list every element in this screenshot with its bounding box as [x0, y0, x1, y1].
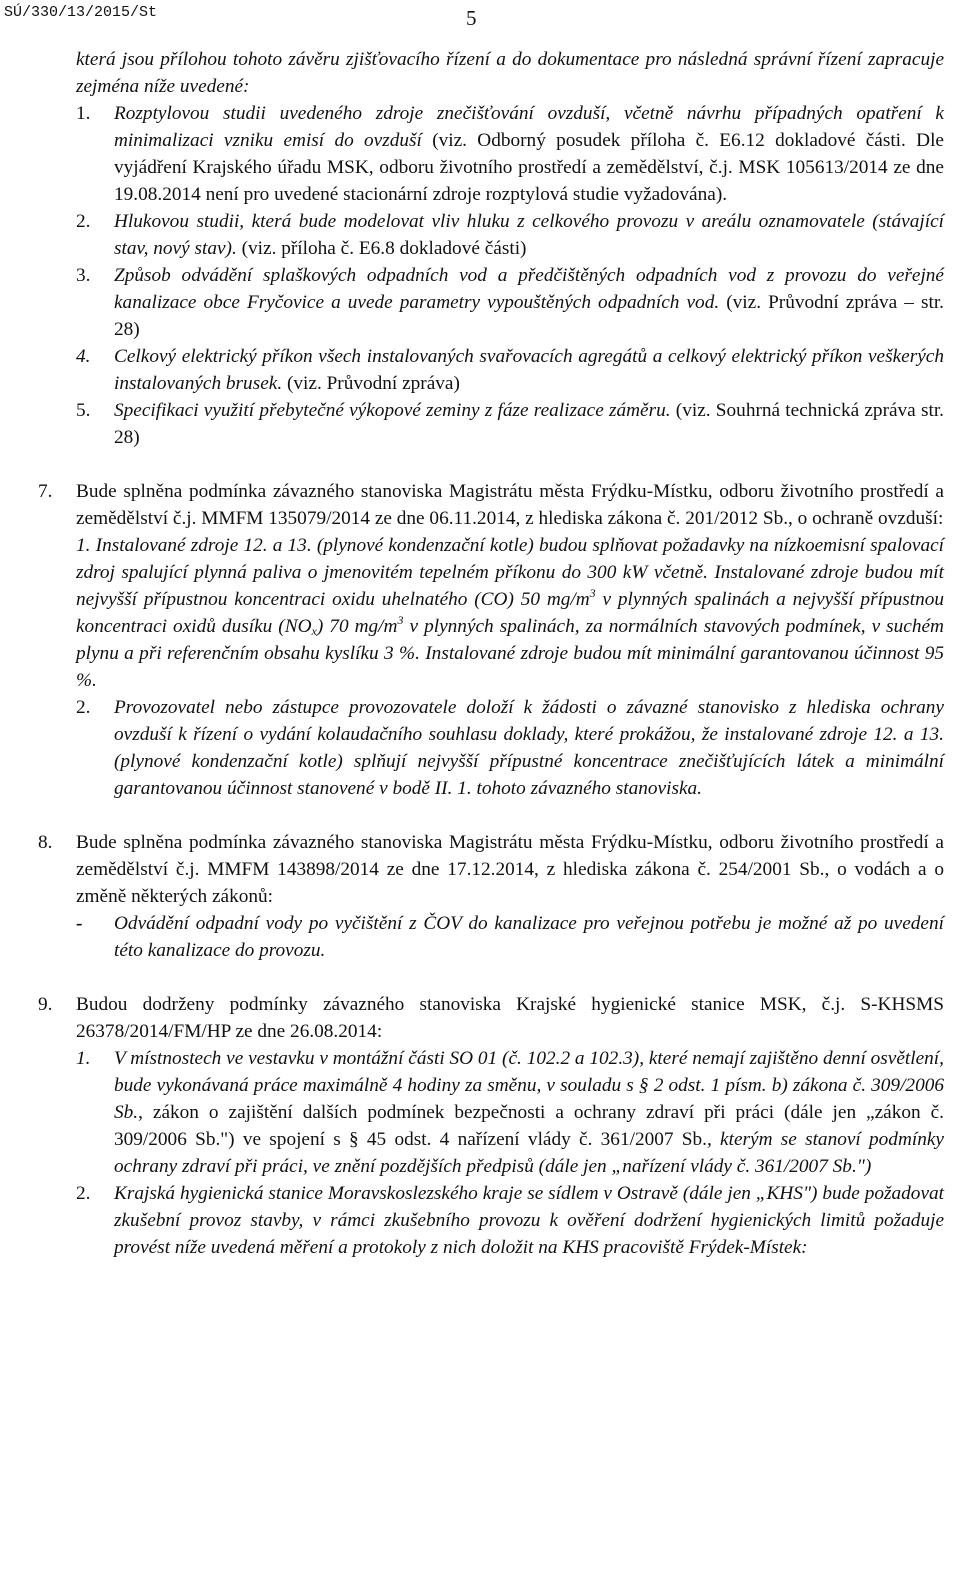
list-item-number: 2. [76, 211, 91, 232]
document-body [0, 46, 960, 1261]
section-number: 8. [38, 832, 53, 853]
list-item-note: (viz. Průvodní zpráva – str. 28) [114, 292, 944, 340]
list-item-note: (viz. příloha č. E6.8 dokladové části) [241, 238, 527, 259]
document-reference: SÚ/330/13/2015/St [4, 4, 158, 21]
section-9-item-2 [0, 1180, 944, 1261]
spacer [0, 802, 960, 829]
item-number: 1. [76, 1048, 91, 1069]
item-number: 2. [76, 697, 91, 718]
section-number: 7. [38, 481, 53, 502]
list-item-text: Způsob odvádění splaškových odpadních vod a předčištěných odpadních vod z provozu do veřejné kanalizace obce Fryčovice a uvede parametry vypouštěných odpadních vod. [114, 265, 944, 313]
list-item-5 [0, 397, 944, 451]
spacer [0, 451, 960, 478]
list-item-number: 3. [76, 265, 91, 286]
section-text: Bude splněna podmínka závazného stanoviska Magistrátu města Frýdku-Místku, odboru životního prostředí a zemědělství č.j. MMFM 135079/2014 ze dne 06.11.2014, z hlediska zákona č. 201/2012 Sb., o ochraně ovzduší: [76, 481, 944, 529]
item-text: Provozovatel nebo zástupce provozovatele doloží k žádosti o závazné stanovisko z hlediska ochrany ovzduší k řízení o vydání kolaudačního souhlasu doklady, které prokážou, že instalované zdroje 12. a 13. (plynové kondenzační kotle) splňují nejvyšší přípustné koncentrace znečišťujících látek a minimální garantovanou účinnost stanovené v bodě II. 1. tohoto závazného stanoviska. [114, 697, 944, 799]
item-text: v plynných spalinách a nejvyšší přípustnou koncentraci oxidů dusíku (NO [76, 589, 945, 637]
item-text: Krajská hygienická stanice Moravskoslezského kraje se sídlem v Ostravě (dále jen „KHS") bude požadovat zkušební provoz stavby, v rámci zkušebního provozu k ověření dodržení hygienických limitů požaduje provést níže uvedená měření a protokoly z nich doložit na KHS pracoviště Frýdek-Místek: [114, 1183, 944, 1258]
list-item-number: 1. [76, 103, 91, 124]
section-9 [0, 991, 944, 1045]
section-7-item-1 [0, 532, 944, 694]
page-number: 5 [466, 6, 477, 30]
item-number: 1. [76, 535, 91, 556]
item-text: ) 70 mg/m [316, 616, 398, 637]
list-item-4 [0, 343, 944, 397]
item-text: , zákon o zajištění dalších podmínek bezpečnosti a ochrany zdraví při práci (dále jen „zákon č. 309/2006 Sb.") ve spojení s § 45 odst. 4 nařízení vlády č. 361/2007 Sb. [114, 1102, 944, 1150]
list-item-number: 4. [76, 346, 91, 367]
item-text: , kterým se stanoví podmínky ochrany zdraví při práci, ve znění pozdějších předpisů (dále jen „nařízení vlády č. 361/2007 Sb.") [114, 1129, 944, 1177]
list-item-text: Hlukovou studii, která bude modelovat vliv hluku z celkového provozu v areálu oznamovatele (stávající stav, nový stav). [114, 211, 944, 259]
superscript: 3 [589, 586, 596, 600]
superscript: 3 [397, 613, 404, 627]
list-item-note: (viz. Souhrná technická zpráva str. 28) [114, 400, 944, 448]
section-8 [0, 829, 944, 910]
intro-paragraph: která jsou přílohou tohoto závěru zjišťovacího řízení a do dokumentace pro následná správní řízení zapracuje zejména níže uvedené: [76, 49, 944, 97]
item-text: v plynných spalinách, za normálních stavových podmínek, v suchém plynu a při referenčním obsahu kyslíku 3 %. Instalované zdroje budou mít minimální garantovanou účinnost 95 %. [76, 616, 944, 691]
subscript: x [311, 624, 317, 638]
list-item-text: Celkový elektrický příkon všech instalovaných svařovacích agregátů a celkový elektrický příkon veškerých instalovaných brusek. [114, 346, 944, 394]
section-7 [0, 478, 944, 532]
item-text: Odvádění odpadní vody po vyčištění z ČOV do kanalizace pro veřejnou potřebu je možné až po uvedení této kanalizace do provozu. [114, 913, 944, 961]
section-number: 9. [38, 994, 53, 1015]
list-item-note: (viz. Průvodní zpráva) [286, 373, 460, 394]
item-number: 2. [76, 1183, 91, 1204]
dash-bullet: - [76, 913, 83, 934]
section-7-item-2 [0, 694, 944, 802]
list-item-2 [0, 208, 944, 262]
list-item-note: (viz. Odborný posudek příloha č. E6.12 dokladové části. Dle vyjádření Krajského úřadu MSK, odboru životního prostředí a zemědělství, č.j. MSK 105613/2014 ze dne 19.08.2014 není pro uvedené stacionární zdroje rozptylová studie vyžadována). [114, 130, 944, 205]
section-8-item-1 [0, 910, 944, 964]
section-text: Bude splněna podmínka závazného stanoviska Magistrátu města Frýdku-Místku, odboru životního prostředí a zemědělství č.j. MMFM 143898/2014 ze dne 17.12.2014, z hlediska zákona č. 254/2001 Sb., o vodách a o změně některých zákonů: [76, 832, 944, 907]
item-text: V místnostech ve vestavku v montážní části SO 01 (č. 102.2 a 102.3), které nemají zajištěno denní osvětlení, bude vykonávaná práce maximálně 4 hodiny za směnu, v souladu s § 2 odst. 1 písm. b) zákona č. 309/2006 Sb. [114, 1048, 944, 1123]
list-item-text: Rozptylovou studii uvedeného zdroje znečišťování ovzduší, včetně návrhu případných opatření k minimalizaci vzniku emisí do ovzduší [114, 103, 944, 151]
spacer [0, 964, 960, 991]
list-item-number: 5. [76, 400, 91, 421]
list-item-text: Specifikaci využití přebytečné výkopové zeminy z fáze realizace záměru. [114, 400, 671, 421]
list-item-1 [0, 100, 944, 208]
list-item-3 [0, 262, 944, 343]
section-text: Budou dodrženy podmínky závazného stanoviska Krajské hygienické stanice MSK, č.j. S-KHSMS 26378/2014/FM/HP ze dne 26.08.2014: [76, 994, 944, 1042]
item-text: Instalované zdroje 12. a 13. (plynové kondenzační kotle) budou splňovat požadavky na nízkoemisní spalovací zdroj spalující plynná paliva o jmenovitém tepelném příkonu do 300 kW včetně. Instalované zdroje budou mít nejvyšší přípustnou koncentraci oxidu uhelnatého (CO) 50 mg/m [76, 535, 945, 610]
section-9-item-1 [0, 1045, 944, 1180]
